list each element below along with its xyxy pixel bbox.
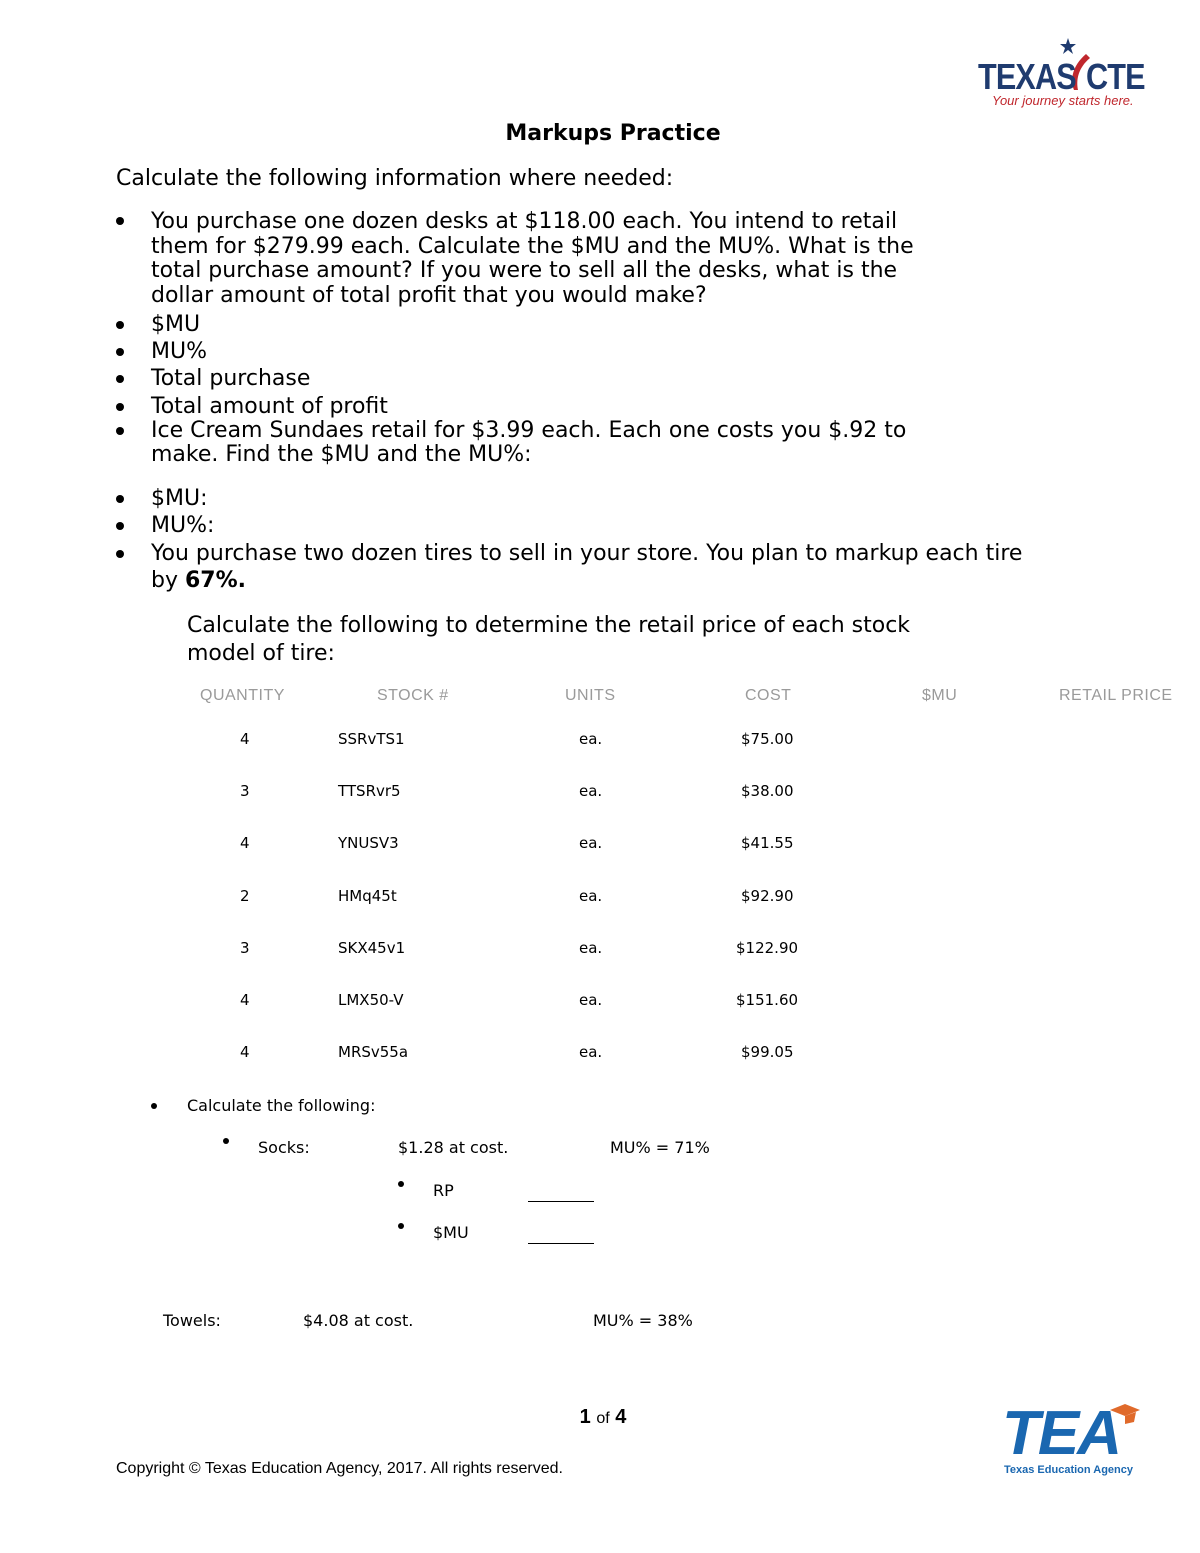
problem1-line: them for $279.99 each. Calculate the $MU and the MU%. What is the xyxy=(151,234,914,259)
problem2-line: make. Find the $MU and the MU%: xyxy=(151,442,532,467)
bullet-icon xyxy=(116,522,124,530)
tea-logo-text: TEA xyxy=(1002,1399,1120,1468)
bullet-icon xyxy=(116,550,124,558)
problem1-item: MU% xyxy=(151,339,207,364)
cell-stock: LMX50-V xyxy=(338,991,404,1009)
cell-quantity: 4 xyxy=(240,834,250,852)
bullet-icon xyxy=(116,495,124,503)
tea-logo-subtitle: Texas Education Agency xyxy=(1004,1464,1133,1476)
cell-quantity: 4 xyxy=(240,991,250,1009)
cell-quantity: 2 xyxy=(240,887,250,905)
bullet-icon xyxy=(116,375,124,383)
cell-quantity: 3 xyxy=(240,782,250,800)
logo-tagline: Your journey starts here. xyxy=(992,93,1134,108)
bullet-icon xyxy=(116,427,124,435)
problem3-line2-prefix: by xyxy=(151,568,185,593)
column-header-stock: STOCK # xyxy=(377,687,449,704)
bullet-icon xyxy=(151,1103,157,1109)
page-current: 1 xyxy=(579,1406,591,1428)
problem3-line2 xyxy=(151,568,246,593)
logo-cte-text: CTE xyxy=(1086,56,1145,97)
mu-label: $MU xyxy=(433,1223,469,1242)
towels-label: Towels: xyxy=(163,1311,221,1330)
problem2-item: MU%: xyxy=(151,513,215,538)
rp-label: RP xyxy=(433,1181,454,1200)
problem2-line: Ice Cream Sundaes retail for $3.99 each. Each one costs you $.92 to xyxy=(151,418,907,443)
page-total: 4 xyxy=(615,1406,627,1428)
cell-units: ea. xyxy=(579,730,603,748)
logo-texas-text: TEXAS xyxy=(978,56,1076,97)
cell-units: ea. xyxy=(579,834,603,852)
problem3-subintro xyxy=(187,612,910,668)
bullet-icon xyxy=(116,321,124,329)
markup-percent: 67%. xyxy=(184,568,246,593)
column-header-units: UNITS xyxy=(565,687,616,704)
cell-quantity: 4 xyxy=(240,730,250,748)
column-header-mu: $MU xyxy=(922,687,958,704)
problem2-item: $MU: xyxy=(151,486,208,511)
cell-cost: $38.00 xyxy=(741,782,794,800)
towels-mu-percent: MU% = 38% xyxy=(593,1311,693,1330)
cell-units: ea. xyxy=(579,887,603,905)
cell-quantity: 4 xyxy=(240,1043,250,1061)
tea-logo xyxy=(1000,1399,1145,1482)
cell-units: ea. xyxy=(579,991,603,1009)
socks-cost: $1.28 at cost. xyxy=(398,1138,509,1157)
socks-mu-percent: MU% = 71% xyxy=(610,1138,710,1157)
bullet-icon xyxy=(398,1223,404,1229)
cell-cost: $99.05 xyxy=(741,1043,794,1061)
cell-cost: $41.55 xyxy=(741,834,794,852)
bullet-icon xyxy=(116,217,124,225)
problem1-line: total purchase amount? If you were to sell all the desks, what is the xyxy=(151,258,898,283)
cell-cost: $122.90 xyxy=(736,939,799,957)
intro-text: Calculate the following information where needed: xyxy=(116,166,674,191)
bullet-icon xyxy=(223,1138,229,1144)
cell-stock: YNUSV3 xyxy=(338,834,399,852)
bullet-icon xyxy=(116,348,124,356)
problem1-item: $MU xyxy=(151,312,201,337)
mu-answer-blank[interactable] xyxy=(528,1229,594,1248)
problem1-item: Total purchase xyxy=(151,366,311,391)
copyright-notice: Copyright © Texas Education Agency, 2017. All rights reserved. xyxy=(116,1460,563,1477)
cell-stock: MRSv55a xyxy=(338,1043,409,1061)
rp-answer-blank[interactable] xyxy=(528,1187,594,1206)
problem1-line: dollar amount of total profit that you would make? xyxy=(151,283,707,308)
cell-cost: $75.00 xyxy=(741,730,794,748)
problem1-line: You purchase one dozen desks at $118.00 each. You intend to retail xyxy=(151,209,898,234)
texas-cte-logo xyxy=(978,38,1153,113)
cell-cost: $151.60 xyxy=(736,991,799,1009)
problem3-subline: model of tire: xyxy=(187,641,335,666)
problem4-intro: Calculate the following: xyxy=(187,1096,376,1115)
page-title: Markups Practice xyxy=(505,121,721,146)
towels-cost: $4.08 at cost. xyxy=(303,1311,414,1330)
problem3-subline: Calculate the following to determine the retail price of each stock xyxy=(187,613,911,638)
cell-stock: TTSRvr5 xyxy=(338,782,401,800)
problem1-item: Total amount of profit xyxy=(151,394,388,419)
socks-label: Socks: xyxy=(258,1138,310,1157)
column-header-cost: COST xyxy=(745,687,792,704)
bullet-icon xyxy=(398,1181,404,1187)
column-header-retail-price: RETAIL PRICE xyxy=(1059,687,1173,704)
cell-stock: SKX45v1 xyxy=(338,939,406,957)
problem3-line1: You purchase two dozen tires to sell in your store. You plan to markup each tire xyxy=(151,541,1023,566)
bullet-icon xyxy=(116,403,124,411)
cell-units: ea. xyxy=(579,939,603,957)
cell-units: ea. xyxy=(579,1043,603,1061)
cell-quantity: 3 xyxy=(240,939,250,957)
cell-stock: HMq45t xyxy=(338,887,397,905)
cell-stock: SSRvTS1 xyxy=(338,730,405,748)
column-header-quantity: QUANTITY xyxy=(200,687,285,704)
page-of: of xyxy=(596,1410,610,1427)
cell-units: ea. xyxy=(579,782,603,800)
cell-cost: $92.90 xyxy=(741,887,794,905)
